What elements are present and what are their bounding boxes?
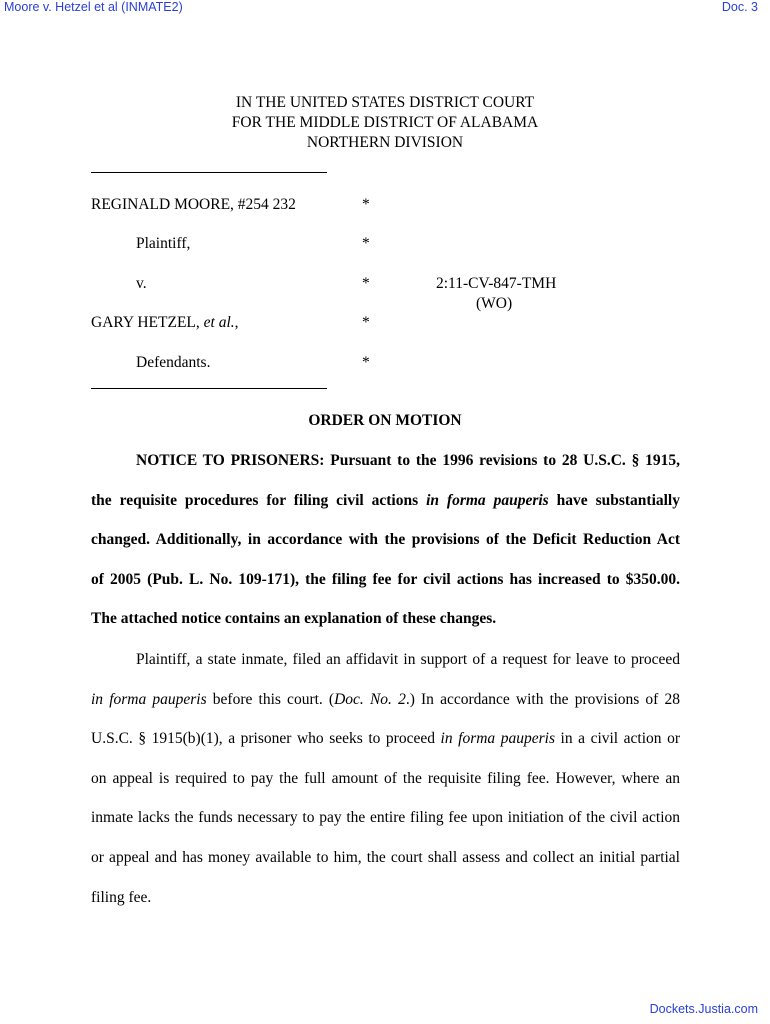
doc-number-link[interactable]: Doc. 3 [721,0,758,14]
caption-star-4: * [362,314,370,331]
notice-line-2c: have substantially [548,491,680,509]
caption-top-rule [91,172,327,173]
body-line-5: inmate lacks the funds necessary to pay the entire filing fee upon initiation of the civil action [91,809,680,827]
defendant-role: Defendants. [136,354,211,371]
notice-to-prisoners [91,441,680,639]
body-line-3 [91,719,680,759]
notice-line-5: The attached notice contains an explanation of these changes. [91,610,497,628]
caption-star-2: * [362,235,370,252]
caption-star-3: * [362,275,370,292]
notice-line-2a: the requisite procedures for filing civil actions [91,491,427,509]
body-ifp-2: in forma pauperis [440,730,555,748]
body-line-3c: in a civil action or [554,730,680,748]
justia-footer-link[interactable]: Dockets.Justia.com [649,1002,758,1016]
court-name-line-1: IN THE UNITED STATES DISTRICT COURT [235,94,535,111]
notice-ifp: in forma pauperis [426,491,549,509]
order-body-paragraph [91,640,680,917]
defendant-name-text: GARY HETZEL, [91,314,204,331]
body-line-1: Plaintiff, a state inmate, filed an affidavit in support of a request for leave to proceed [136,651,680,668]
defendant-et-al: et al. [203,314,235,331]
notice-line-2 [91,481,680,521]
body-line-2b: before this court. ( [206,690,335,708]
notice-line-3: changed. Additionally, in accordance with the provisions of the Deficit Reduction Act [91,531,680,549]
court-division: NORTHERN DIVISION [306,134,464,151]
body-line-7: filing fee. [91,888,152,906]
case-suffix: (WO) [476,295,513,312]
case-title-link[interactable]: Moore v. Hetzel et al (INMATE2) [4,0,183,14]
order-title: ORDER ON MOTION [308,412,462,429]
notice-line-1: NOTICE TO PRISONERS: Pursuant to the 1996 revisions to 28 U.S.C. § 1915, [136,452,680,469]
body-line-2d: .) In accordance with the provisions of 28 [405,690,680,708]
body-line-6: or appeal and has money available to him, the court shall assess and collect an initial partial [91,848,680,866]
court-name-line-2: FOR THE MIDDLE DISTRICT OF ALABAMA [231,114,539,131]
doc-citation: Doc. No. 2 [334,690,406,708]
versus-label: v. [136,275,147,292]
plaintiff-name: REGINALD MOORE, #254 232 [91,196,296,213]
body-line-2 [91,680,680,720]
plaintiff-role: Plaintiff, [136,235,191,252]
defendant-comma: , [234,314,239,331]
notice-line-4: of 2005 (Pub. L. No. 109-171), the filing fee for civil actions has increased to $350.00. [91,570,680,588]
body-line-4: on appeal is required to pay the full amount of the requisite filing fee. However, where an [91,769,680,787]
body-ifp-1: in forma pauperis [91,690,207,708]
case-number: 2:11-CV-847-TMH [436,275,557,292]
defendant-name [91,315,239,331]
caption-bottom-rule [91,388,327,389]
caption-star-1: * [362,196,370,213]
body-line-3a: U.S.C. § 1915(b)(1), a prisoner who seeks to proceed [91,730,441,748]
caption-star-5: * [362,354,370,371]
